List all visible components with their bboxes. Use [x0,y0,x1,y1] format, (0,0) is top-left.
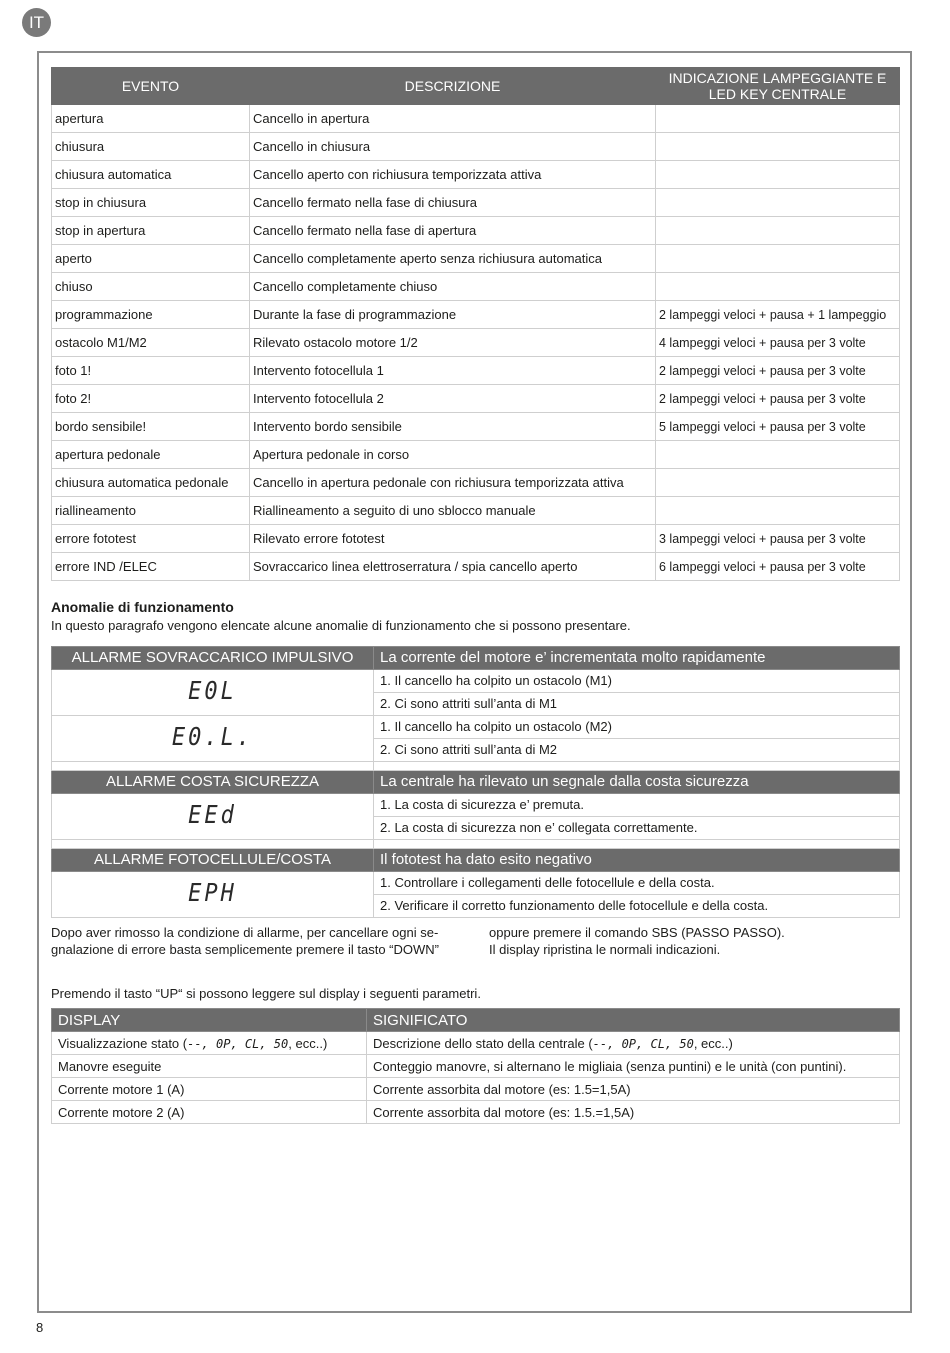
alarm-name: ALLARME SOVRACCARICO IMPULSIVO [52,647,374,670]
event-name: chiusura [52,133,250,161]
reset-text-line: Il display ripristina le normali indicazioni. [489,942,721,957]
page-number: 8 [36,1320,44,1335]
event-indication [656,217,900,245]
display-row [52,1078,900,1101]
header-meaning: SIGNIFICATO [367,1009,900,1032]
event-indication [656,189,900,217]
event-description: Riallineamento a seguito di uno sblocco manuale [250,497,656,525]
event-description: Cancello completamente chiuso [250,273,656,301]
event-indication [656,105,900,133]
display-param [52,1032,367,1055]
event-description: Cancello completamente aperto senza richiusura automatica [250,245,656,273]
event-name: chiuso [52,273,250,301]
event-row [52,413,900,441]
event-row [52,189,900,217]
event-indication [656,273,900,301]
events-header-row [52,68,900,105]
event-name: programmazione [52,301,250,329]
display-param: Corrente motore 2 (A) [52,1101,367,1124]
display-code [52,794,374,840]
event-row [52,469,900,497]
event-description: Cancello in chiusura [250,133,656,161]
event-name: bordo sensibile! [52,413,250,441]
alarm-row [52,670,900,693]
event-name: stop in chiusura [52,189,250,217]
event-indication [656,245,900,273]
event-indication: 2 lampeggi veloci + pausa per 3 volte [656,357,900,385]
spacer-row [52,840,900,849]
event-description: Rilevato ostacolo motore 1/2 [250,329,656,357]
events-table [51,67,900,581]
event-row [52,161,900,189]
event-description: Apertura pedonale in corso [250,441,656,469]
alarm-cause: 1. Il cancello ha colpito un ostacolo (M1) [374,670,900,693]
status-codes: --, 0P, CL, 50 [592,1036,694,1051]
meaning-label: Descrizione dello stato della centrale ( [373,1035,593,1051]
reset-text-line: oppure premere il comando SBS (PASSO PASSO). [489,925,785,940]
error-code: EPH [188,878,237,908]
param-suffix: , ecc..) [288,1035,328,1051]
reset-text-line: gnalazione di errore basta semplicemente premere il tasto “DOWN” [51,942,439,957]
error-code: E0.L. [171,722,254,752]
event-name: aperto [52,245,250,273]
event-description: Intervento fotocellula 1 [250,357,656,385]
event-description: Rilevato errore fototest [250,525,656,553]
event-description: Cancello in apertura pedonale con richiusura temporizzata attiva [250,469,656,497]
reset-text-line: Dopo aver rimosso la condizione di allarme, per cancellare ogni se- [51,925,439,940]
alarm-cause: 2. La costa di sicurezza non e’ collegata correttamente. [374,817,900,840]
section-title: Anomalie di funzionamento [51,599,234,615]
event-row [52,245,900,273]
event-indication: 2 lampeggi veloci + pausa per 3 volte [656,385,900,413]
event-description: Intervento fotocellula 2 [250,385,656,413]
status-codes: --, 0P, CL, 50 [187,1036,289,1051]
alarm-cause: 1. La costa di sicurezza e’ premuta. [374,794,900,817]
event-indication: 4 lampeggi veloci + pausa per 3 volte [656,329,900,357]
event-indication: 3 lampeggi veloci + pausa per 3 volte [656,525,900,553]
alarm-photocells-header [52,849,900,872]
event-indication: 5 lampeggi veloci + pausa per 3 volte [656,413,900,441]
alarm-cause: 2. Verificare il corretto funzionamento delle fotocellule e della costa. [374,895,900,918]
language-badge: IT [22,8,51,37]
display-params-table [51,1008,900,1124]
event-name: errore fototest [52,525,250,553]
header-event: EVENTO [52,68,250,105]
event-indication: 2 lampeggi veloci + pausa + 1 lampeggio [656,301,900,329]
event-row [52,105,900,133]
event-indication [656,497,900,525]
event-description: Cancello fermato nella fase di chiusura [250,189,656,217]
event-row [52,385,900,413]
event-name: riallineamento [52,497,250,525]
alarm-name: ALLARME FOTOCELLULE/COSTA [52,849,374,872]
header-indication: INDICAZIONE LAMPEGGIANTE E LED KEY CENTRALE [656,68,900,105]
alarm-cause: 2. Ci sono attriti sull’anta di M1 [374,693,900,716]
error-code: EEd [188,800,237,830]
display-meaning: Conteggio manovre, si alternano le migliaia (senza puntini) e le unità (con puntini). [367,1055,900,1078]
display-code [52,670,374,716]
alarm-cause: 1. Controllare i collegamenti delle fotocellule e della costa. [374,872,900,895]
event-name: chiusura automatica pedonale [52,469,250,497]
event-name: chiusura automatica [52,161,250,189]
reset-text-left [51,924,471,958]
event-description: Cancello fermato nella fase di apertura [250,217,656,245]
event-row [52,273,900,301]
alarms-table [51,646,900,918]
event-name: foto 2! [52,385,250,413]
event-row [52,217,900,245]
alarm-name: ALLARME COSTA SICUREZZA [52,771,374,794]
alarm-description: La corrente del motore e’ incrementata molto rapidamente [374,647,900,670]
event-row [52,301,900,329]
spacer-row [52,762,900,771]
alarm-edge-header [52,771,900,794]
param-label: Visualizzazione stato ( [58,1035,188,1051]
header-description: DESCRIZIONE [250,68,656,105]
events-body [52,105,900,581]
event-description: Cancello aperto con richiusura temporizzata attiva [250,161,656,189]
event-name: errore IND /ELEC [52,553,250,581]
display-row [52,1032,900,1055]
event-name: foto 1! [52,357,250,385]
alarm-row [52,794,900,817]
event-row [52,441,900,469]
meaning-suffix: , ecc..) [693,1035,733,1051]
event-row [52,497,900,525]
alarm-overload-header [52,647,900,670]
display-param: Manovre eseguite [52,1055,367,1078]
display-meaning: Corrente assorbita dal motore (es: 1.5=1,5A) [367,1078,900,1101]
event-indication [656,161,900,189]
event-description: Cancello in apertura [250,105,656,133]
display-meaning [367,1032,900,1055]
alarm-row [52,872,900,895]
event-row [52,525,900,553]
event-row [52,357,900,385]
event-row [52,553,900,581]
event-name: stop in apertura [52,217,250,245]
event-name: apertura pedonale [52,441,250,469]
up-intro: Premendo il tasto “UP“ si possono leggere sul display i seguenti parametri. [51,986,481,1001]
event-description: Sovraccarico linea elettroserratura / spia cancello aperto [250,553,656,581]
alarm-description: La centrale ha rilevato un segnale dalla costa sicurezza [374,771,900,794]
event-indication: 6 lampeggi veloci + pausa per 3 volte [656,553,900,581]
event-indication [656,441,900,469]
event-description: Durante la fase di programmazione [250,301,656,329]
error-code: E0L [188,676,237,706]
display-meaning: Corrente assorbita dal motore (es: 1.5.=1,5A) [367,1101,900,1124]
display-param: Corrente motore 1 (A) [52,1078,367,1101]
display-code [52,872,374,918]
header-display: DISPLAY [52,1009,367,1032]
display-row [52,1055,900,1078]
alarm-row [52,716,900,739]
display-code [52,716,374,762]
event-name: apertura [52,105,250,133]
event-row [52,329,900,357]
alarm-description: Il fototest ha dato esito negativo [374,849,900,872]
alarm-cause: 2. Ci sono attriti sull’anta di M2 [374,739,900,762]
event-description: Intervento bordo sensibile [250,413,656,441]
alarm-cause: 1. Il cancello ha colpito un ostacolo (M2) [374,716,900,739]
event-indication [656,133,900,161]
reset-text-right [489,924,899,958]
section-intro: In questo paragrafo vengono elencate alcune anomalie di funzionamento che si possono presentare. [51,618,631,633]
display-row [52,1101,900,1124]
display-header-row [52,1009,900,1032]
event-indication [656,469,900,497]
event-name: ostacolo M1/M2 [52,329,250,357]
event-row [52,133,900,161]
